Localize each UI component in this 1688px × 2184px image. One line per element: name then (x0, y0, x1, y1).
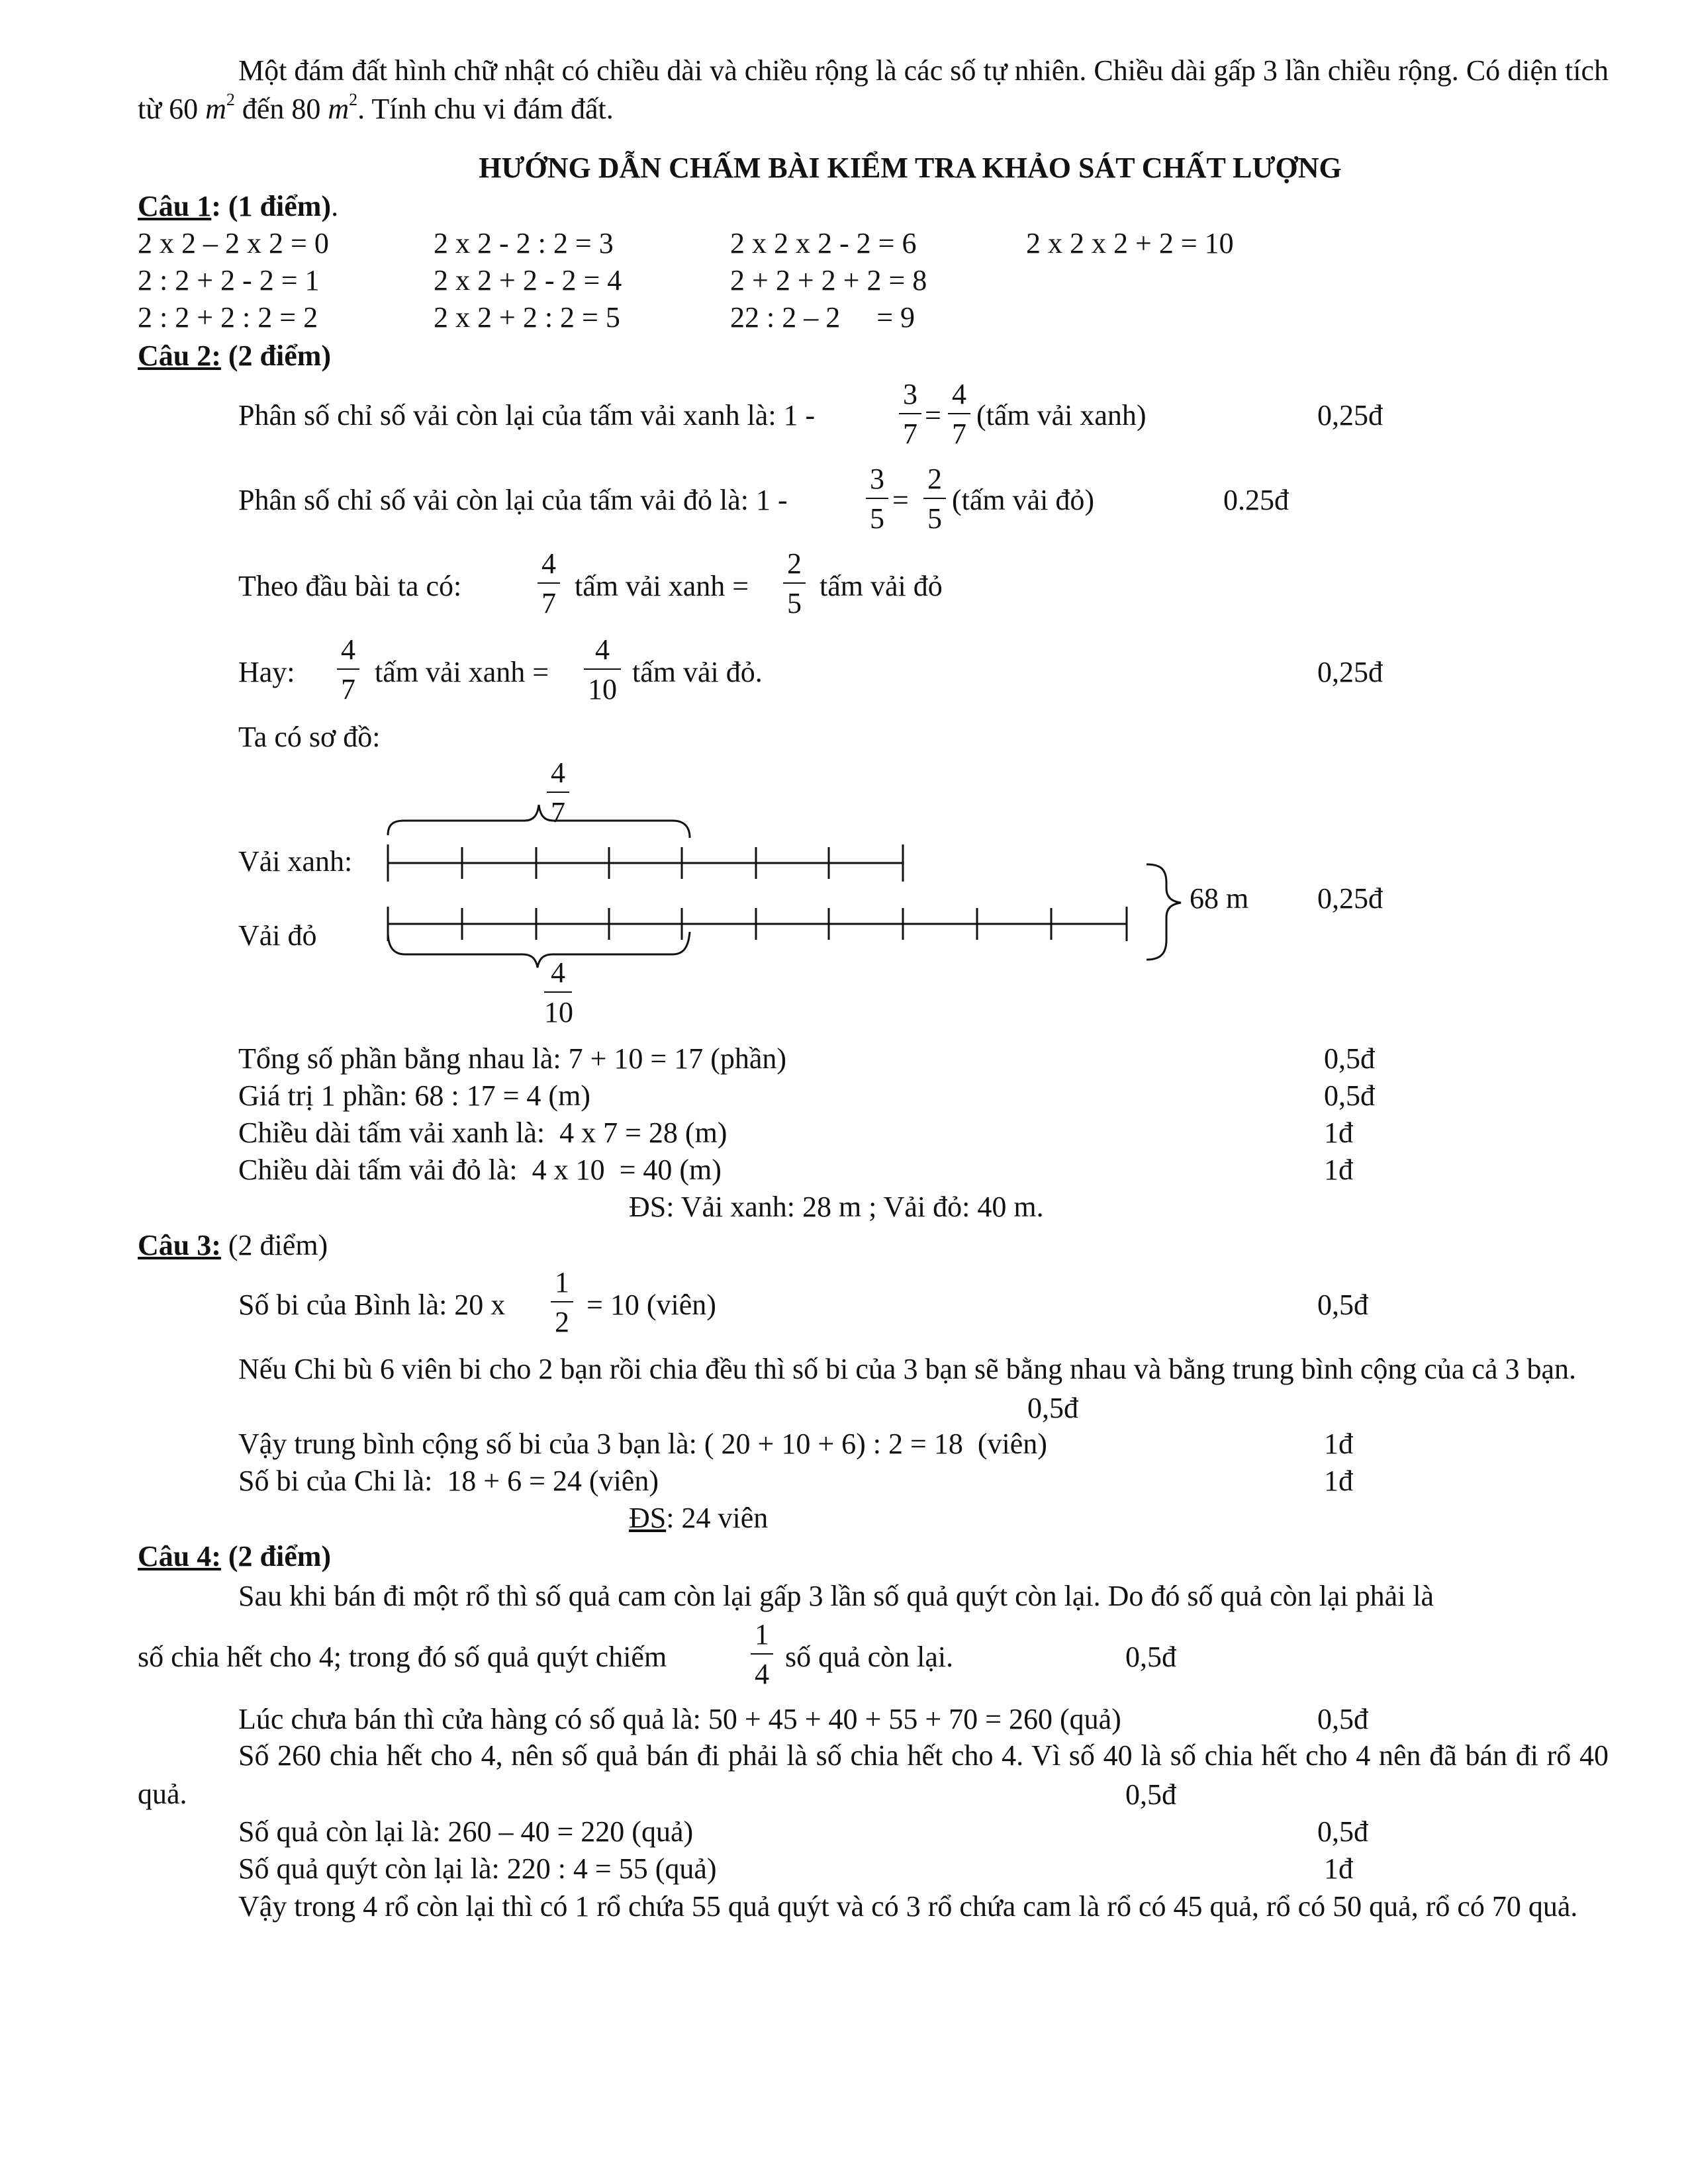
unit-m: m (205, 93, 226, 125)
equals-sign: = (925, 399, 941, 432)
cau2-step1: Tổng số phần bằng nhau là: 7 + 10 = 17 (phần) (238, 1042, 787, 1075)
cau3-label: Câu 3: (138, 1229, 221, 1261)
xanh-label: Vải xanh: (238, 845, 353, 878)
cau4-line4: Số quả còn lại là: 260 – 40 = 220 (quả) (238, 1815, 694, 1848)
cau1-cell: 2 x 2 - 2 : 2 = 3 (434, 227, 614, 259)
cau4-heading (138, 1542, 331, 1571)
cau1-cell: 2 : 2 + 2 - 2 = 1 (138, 264, 320, 296)
cau1-dot: . (331, 190, 339, 222)
page-title: HƯỚNG DẪN CHẤM BÀI KIỂM TRA KHẢO SÁT CHẤT LƯỢNG (479, 152, 1342, 184)
fraction-4-10: 4 10 (584, 635, 621, 704)
fraction-2-5: 2 5 (923, 465, 946, 533)
cau4-points: (2 điểm) (220, 1540, 332, 1572)
cau2-points: (2 điểm) (220, 340, 332, 372)
cau4-line1c: số quả còn lại. (785, 1641, 954, 1673)
score: 1đ (1324, 1428, 1353, 1460)
unit-sup: 2 (226, 90, 235, 110)
cau2-step4: Chiều dài tấm vải đỏ là: 4 x 10 = 40 (m) (238, 1154, 722, 1186)
cau2-line2: Phân số chỉ số vải còn lại của tấm vải đỏ là: 1 - (238, 484, 788, 516)
equals-sign: = (892, 484, 909, 516)
cau1-cell: 2 x 2 + 2 : 2 = 5 (434, 301, 620, 334)
score: 0,5đ (1324, 1042, 1375, 1075)
score: 0,5đ (1317, 1289, 1368, 1321)
score: 1đ (1324, 1852, 1353, 1885)
fraction-3-5: 3 5 (866, 465, 888, 533)
fraction-1-2: 1 2 (551, 1268, 573, 1337)
cau2-line3: Theo đầu bài ta có: (238, 570, 462, 602)
cau2-line2-tail: (tấm vải đỏ) (952, 484, 1095, 516)
fraction-2-5: 2 5 (783, 549, 806, 618)
fraction-4-7: 4 7 (948, 380, 970, 449)
unit-m: m (328, 93, 350, 125)
cau4-paragraph3: Số 260 chia hết cho 4, nên số quả bán đi phải là số chia hết cho 4. Vì số 40 là số chia hết cho 4 nên đã bán đi rổ 40 quả. (138, 1739, 1609, 1810)
cau2-line5: Ta có sơ đồ: (238, 721, 381, 753)
cau1-label: Câu 1 (138, 190, 212, 222)
score: 1đ (1324, 1465, 1353, 1497)
score: 0,5đ (1317, 1703, 1368, 1735)
cau2-line1: Phân số chỉ số vải còn lại của tấm vải xanh là: 1 - (238, 399, 816, 432)
cau1-cell: 2 x 2 x 2 + 2 = 10 (1026, 227, 1234, 259)
cau2-line1-tail: (tấm vải xanh) (976, 399, 1147, 432)
score: 0,25đ (1317, 882, 1383, 915)
bottom-brace (388, 932, 690, 968)
score: 0,25đ (1317, 399, 1383, 432)
cau3-answer-label: ĐS (629, 1502, 667, 1534)
cau2-line4-mid: tấm vải xanh = (375, 656, 549, 688)
cau4-line1a: Sau khi bán đi một rổ thì số quả cam còn lại gấp 3 lần số quả quýt còn lại. Do đó số quả còn lại phải là (238, 1580, 1434, 1612)
cau3-line1: Số bi của Bình là: 20 x (238, 1289, 506, 1321)
cau4-line2: Lúc chưa bán thì cửa hàng có số quả là: 50 + 45 + 40 + 55 + 70 = 260 (quả) (238, 1703, 1121, 1735)
do-label: Vải đỏ (238, 919, 317, 952)
fraction-3-7: 3 7 (899, 380, 921, 449)
cau3-points: (2 điểm) (220, 1229, 328, 1261)
cau3-heading (138, 1231, 328, 1260)
cau3-line4: Số bi của Chi là: 18 + 6 = 24 (viên) (238, 1465, 659, 1497)
cau3-answer-text: : 24 viên (666, 1502, 769, 1534)
cau1-cell: 2 x 2 – 2 x 2 = 0 (138, 227, 329, 259)
cau2-line3-mid: tấm vải xanh = (575, 570, 749, 602)
cau3-paragraph: Nếu Chi bù 6 viên bi cho 2 bạn rồi chia đều thì số bi của 3 bạn sẽ bằng nhau và bằng trung bình cộng của cả 3 bạn. (238, 1353, 1577, 1385)
problem-text-a: Một đám đất hình chữ nhật có chiều dài và chiều rộng là các số tự nhiên. Chiều dài gấp 3 lần chiều rộng. Có diện tích từ 60 (138, 54, 1609, 125)
diagram-fraction-top: 4 7 (547, 758, 569, 827)
fraction-4-7: 4 7 (337, 635, 359, 704)
cau1-cell: 2 x 2 + 2 - 2 = 4 (434, 264, 622, 296)
problem-text-c: . Tính chu vi đám đất. (357, 93, 614, 125)
cau1-cell: 2 : 2 + 2 : 2 = 2 (138, 301, 318, 334)
cau2-step2: Giá trị 1 phần: 68 : 17 = 4 (m) (238, 1079, 590, 1112)
score: 0,25đ (1317, 656, 1383, 688)
score: 1đ (1324, 1154, 1353, 1186)
fraction-4-7: 4 7 (538, 549, 560, 618)
total-length: 68 m (1190, 882, 1249, 915)
score: 0,5đ (1125, 1641, 1176, 1673)
cau2-line4: Hay: (238, 656, 295, 688)
cau2-line4-tail: tấm vải đỏ. (632, 656, 763, 688)
cau4-line5: Số quả quýt còn lại là: 220 : 4 = 55 (quả) (238, 1852, 717, 1885)
cau3-line3: Vậy trung bình cộng số bi của 3 bạn là: ( 20 + 10 + 6) : 2 = 18 (viên) (238, 1428, 1047, 1460)
cau2-answer: ĐS: Vải xanh: 28 m ; Vải đỏ: 40 m. (629, 1191, 1044, 1223)
score: 0,5đ (1125, 1778, 1176, 1811)
score: 0,5đ (1324, 1079, 1375, 1112)
diagram-fraction-bottom: 4 10 (544, 956, 573, 1028)
cau2-line3-tail: tấm vải đỏ (820, 570, 943, 602)
score: 0,5đ (1317, 1815, 1368, 1848)
cau3-line1-tail: = 10 (viên) (586, 1289, 716, 1321)
top-brace (388, 805, 690, 838)
score: 1đ (1324, 1116, 1353, 1149)
problem-text-b: đến 80 (234, 93, 328, 125)
cau1-cell: 2 + 2 + 2 + 2 = 8 (730, 264, 927, 296)
unit-sup: 2 (349, 90, 358, 110)
cau2-step3: Chiều dài tấm vải xanh là: 4 x 7 = 28 (m) (238, 1116, 727, 1149)
cau2-label: Câu 2: (138, 340, 221, 372)
cau1-points: : (1 điểm) (211, 190, 332, 222)
cau1-cell: 22 : 2 – 2 = 9 (730, 301, 915, 334)
fraction-1-4: 1 4 (751, 1620, 773, 1689)
cau4-paragraph6: Vậy trong 4 rổ còn lại thì có 1 rổ chứa 55 quả quýt và có 3 rổ chứa cam là rổ có 45 quả, rổ có 50 quả, rổ có 70 quả. (238, 1890, 1578, 1923)
cau3-answer (629, 1504, 768, 1533)
cau4-line1b: số chia hết cho 4; trong đó số quả quýt chiếm (138, 1641, 667, 1673)
cau1-cell: 2 x 2 x 2 - 2 = 6 (730, 227, 917, 259)
right-brace (1147, 864, 1181, 960)
score: 0,5đ (1027, 1392, 1078, 1424)
cau4-label: Câu 4: (138, 1540, 221, 1572)
score: 0.25đ (1223, 484, 1289, 516)
